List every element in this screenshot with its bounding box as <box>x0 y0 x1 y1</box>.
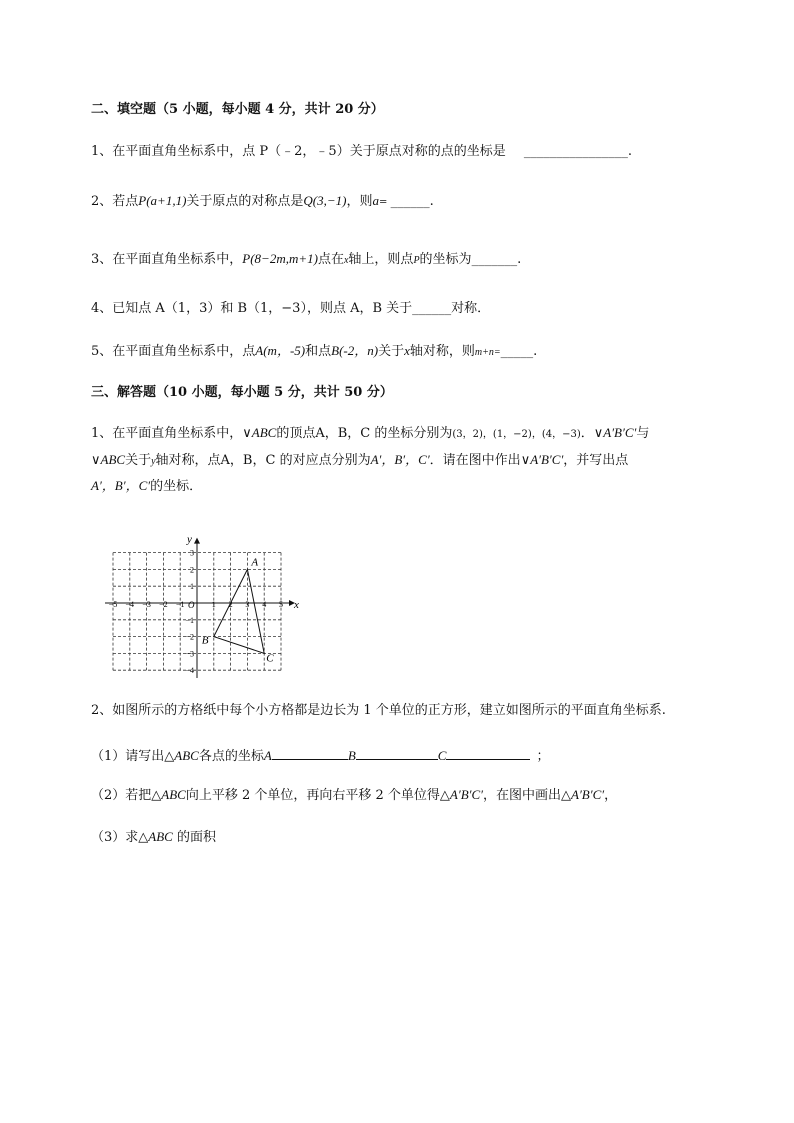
q5-mid2: 关于 <box>378 344 405 359</box>
y-tick-label: −2 <box>185 632 194 642</box>
s3q2-p2c: ，在图中画出△ <box>483 788 572 803</box>
q2-answer-blank[interactable]: ______. <box>390 194 434 209</box>
s3q2-p2end: ， <box>604 788 618 803</box>
y-tick-label: 1 <box>190 582 194 592</box>
answer-blank-b[interactable] <box>356 745 438 760</box>
s3q2-p3-triangle: ABC <box>148 829 173 844</box>
s3q2-p1b: 各点的坐标 <box>198 749 264 764</box>
x-axis-label: x <box>294 599 299 611</box>
origin-label: O <box>188 600 195 610</box>
s3q2-label-b: B <box>347 748 356 763</box>
fill-question-1 <box>91 143 632 161</box>
q1-text: 1、在平面直角坐标系中，点 P（﹣2，﹣5）关于原点对称的点的坐标是 <box>91 144 506 159</box>
triangle-abc <box>211 569 267 653</box>
q5-point-b: B(-2，n) <box>331 343 379 358</box>
s3q1-l2c: 轴对称，点A，B，C 的对应点分别为 <box>155 453 371 468</box>
section2-heading: 二、填空题（5 小题，每小题 4 分，共计 20 分） <box>91 102 384 117</box>
q2-mid: 关于原点的对称点是 <box>186 194 304 209</box>
s3q2-label-a: A <box>263 748 272 763</box>
q3-prefix: 3、在平面直角坐标系中， <box>91 252 243 267</box>
y-tick-label: −1 <box>185 615 194 625</box>
q5-prefix: 5、在平面直角坐标系中，点 <box>91 344 256 359</box>
q2-var-a: a <box>372 193 380 208</box>
q3-tail: 的坐标为 <box>419 252 472 267</box>
s3q1-l2d: A′，B′，C′ <box>370 452 430 467</box>
q3-var-p: P <box>413 255 420 266</box>
q4-tail: 对称． <box>451 301 491 316</box>
q3-point-p: P(8−2m,m+1) <box>242 251 318 266</box>
q4-text: 4、已知点 A（1，3）和 B（1，−3），则点 A，B 关于 <box>91 301 413 316</box>
x-tick-label: 5 <box>279 600 283 609</box>
s3q2-p2b: 向上平移 2 个单位，再向右平移 2 个单位得△ <box>185 788 450 803</box>
s3q2-p3a: （3）求△ <box>91 830 149 845</box>
q2-point-q: Q(3,−1) <box>303 193 347 208</box>
s3q1-l2-triangle: ∨ABC <box>91 452 126 467</box>
x-tick-label: 2 <box>228 600 233 609</box>
s3q1-l2e: ．请在图中作出 <box>429 453 521 468</box>
x-tick-label: −2 <box>159 600 168 609</box>
q4-answer-blank[interactable]: ______ <box>412 301 452 316</box>
s3q1-l2g: ，并写出点 <box>563 453 629 468</box>
q3-var-x: x <box>343 255 349 266</box>
vertex-label-a: A <box>251 556 259 569</box>
s3q2-p2-triangle2: A′B′C′ <box>449 787 484 802</box>
solve-question-2-part1 <box>91 745 549 766</box>
answer-blank-a[interactable] <box>272 745 348 760</box>
fill-question-4 <box>91 300 490 318</box>
s3q1-l1b: 的顶点A，B，C 的坐标分别为 <box>276 426 453 441</box>
q3-mid: 点在 <box>317 252 344 267</box>
y-axis-label: y <box>187 533 192 546</box>
q5-mid: 和点 <box>305 344 332 359</box>
s3q1-triangle-abc: ∨ABC <box>242 425 277 440</box>
s3q1-y-axis: y <box>151 456 156 467</box>
solve-question-1-line1 <box>91 424 649 444</box>
s3q1-triangle-a1b1c1: ∨A′B′C′ <box>593 425 637 440</box>
answer-blank-c[interactable] <box>446 745 530 760</box>
solve-question-1-line3 <box>91 477 202 496</box>
y-axis-arrow <box>194 538 200 544</box>
s3q1-coords: (3，2)，(1，−2)，(4，−3) <box>452 429 581 440</box>
q3-mid2: 轴上，则点 <box>348 252 414 267</box>
x-tick-label: 1 <box>211 600 216 609</box>
s3q2-p1a: （1）请写出△ <box>91 749 175 764</box>
s3q1-l2b: 关于 <box>125 453 152 468</box>
s3q1-l1c: ． <box>580 426 594 441</box>
y-tick-label: 3 <box>190 548 194 558</box>
s3q2-label-c: C <box>437 748 447 763</box>
q1-answer-blank[interactable]: ________________. <box>523 144 632 159</box>
solve-question-2-part3 <box>91 828 216 847</box>
vertex-label-c: C <box>266 652 274 665</box>
fill-question-3 <box>91 250 521 270</box>
s3q1-l1a: 1、在平面直角坐标系中， <box>91 426 243 441</box>
y-tick-label: −4 <box>185 666 194 676</box>
q2-tail: ，则 <box>346 194 373 209</box>
x-tick-label: −5 <box>108 600 118 609</box>
q5-point-a: A(m，-5) <box>255 343 306 358</box>
coordinate-grid-svg <box>100 518 310 678</box>
fill-question-5 <box>91 342 537 362</box>
s3q2-p1-triangle: ABC <box>174 748 199 763</box>
q5-sum: m+n= <box>474 347 501 358</box>
q2-prefix: 2、若点 <box>91 194 139 209</box>
s3q1-l3b: 的坐标． <box>150 479 203 494</box>
vertex-label-b: B <box>201 634 209 647</box>
q3-answer-blank[interactable]: _______. <box>471 252 522 267</box>
solve-question-1-line2 <box>91 451 628 471</box>
q5-mid3: 轴对称，则 <box>409 344 475 359</box>
solve-question-2: 2、如图所示的方格纸中每个小方格都是边长为 1 个单位的正方形，建立如图所示的平面直角坐标系. <box>91 703 666 718</box>
x-tick-label: 3 <box>245 600 250 609</box>
s3q1-l2f: ∨A′B′C′ <box>520 452 564 467</box>
s3q2-p1end: ； <box>536 749 550 764</box>
section3-heading: 三、解答题（10 小题，每小题 5 分，共计 50 分） <box>91 385 393 400</box>
s3q1-l1d: 与 <box>636 426 650 441</box>
s3q2-p3b: 的面积 <box>172 830 216 845</box>
solve-question-2-part2 <box>91 786 617 805</box>
x-tick-label: −4 <box>125 600 135 609</box>
x-tick-label: −3 <box>142 600 151 609</box>
q2-equals: = <box>379 197 391 208</box>
fill-question-2 <box>91 192 434 212</box>
x-tick-label: −1 <box>175 600 185 609</box>
s3q2-p2-triangle3: A′B′C′ <box>571 787 605 802</box>
coordinate-grid-figure <box>100 518 310 678</box>
q5-answer-blank[interactable]: _____. <box>500 344 538 359</box>
y-tick-label: 2 <box>190 565 194 575</box>
q5-var-x: x <box>404 343 410 358</box>
q2-point-p: P(a+1,1) <box>138 193 187 208</box>
y-tick-label: −3 <box>185 649 194 659</box>
x-tick-label: 4 <box>262 600 267 609</box>
s3q1-l3: A′，B′，C′ <box>91 478 151 493</box>
s3q2-p2a: （2）若把△ <box>91 788 162 803</box>
s3q2-p2-triangle: ABC <box>161 787 186 802</box>
